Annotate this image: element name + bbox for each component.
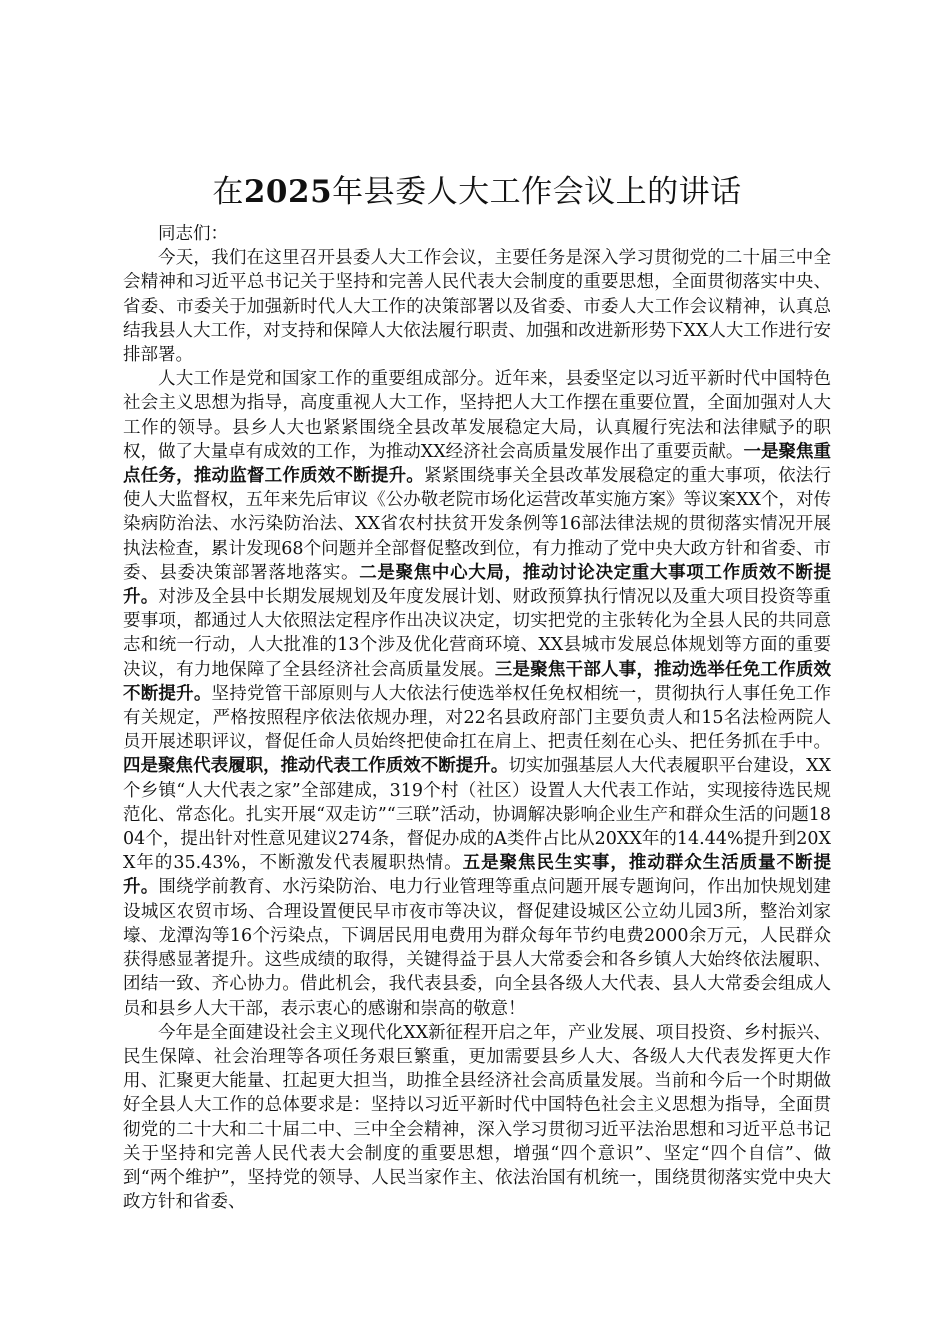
document-page <box>123 170 831 1214</box>
achievements-intro: 人大工作是党和国家工作的重要组成部分。近年来，县委坚定以习近平新时代中国特色社会主义思想为指导，高度重视人大工作，坚持把人大工作摆在重要位置，全面加强对人大工作的领导。县乡人大也紧紧围绕全县改革发展稳定大局，认真履行宪法和法律赋予的职权，做了大量卓有成效的工作，为推动XX经济社会高质量发展作出了重要贡献。 <box>123 369 831 462</box>
point-1-heading: 一是聚焦重点任务，推动监督工作质效不断提升。 <box>123 441 831 487</box>
title-year: 2025 <box>243 174 333 210</box>
title-prefix: 在 <box>212 174 244 210</box>
point-2-heading: 二是聚焦中心大局，推动讨论决定重大事项工作质效不断提升。 <box>123 562 832 608</box>
point-2-text: 对涉及全县中长期发展规划及年度发展计划、财政预算执行情况以及重大项目投资等重要事项，都通过人大依照法定程序作出决议决定，切实把党的主张转化为全县人民的共同意志和统一行动，人大批准的13个涉及优化营商环境、XX县城市发展总体规划等方面的重要决议，有力地保障了全县经济社会高质量发展。 <box>123 587 832 680</box>
point-3-text: 坚持党管干部原则与人大依法行使选举权任免权相统一，贯彻执行人事任免工作有关规定，严格按照程序依法依规办理，对22名县政府部门主要负责人和15名法检两院人员开展述职评议，督促任命人员始终把使命扛在肩上、把责任刻在心头、把任务抓在手中。 <box>123 683 832 753</box>
point-5-text: 围绕学前教育、水污染防治、电力行业管理等重点问题开展专题询问，作出加快规划建设城区农贸市场、合理设置便民早市夜市等决议，督促建设城区公立幼儿园3所，整治刘家壕、龙潭沟等16个污染点，下调居民用电费用为群众每年节约电费2000余万元，人民群众获得感显著提升。这些成绩的取得，关键得益于县人大常委会和各乡镇人大始终依法履职、团结一致、齐心协力。借此机会，我代表县委，向全县各级人大代表、县人大常委会组成人员和县乡人大干部，表示衷心的感谢和崇高的敬意！ <box>123 877 832 1019</box>
paragraph-opening: 今天，我们在这里召开县委人大工作会议，主要任务是深入学习贯彻党的二十届三中全会精神和习近平总书记关于坚持和完善人民代表大会制度的重要思想，全面贯彻落实中央、省委、市委关于加强新时代人大工作的决策部署以及省委、市委人大工作会议精神，认真总结我县人大工作，对支持和保障人大依法履行职责、加强和改进新形势下XX人大工作进行安排部署。 <box>123 248 831 366</box>
point-4-text: 切实加强基层人大代表履职平台建设，XX个乡镇“人大代表之家”全部建成，319个村（社区）设置人大代表工作站，实现接待选民规范化、常态化。扎实开展“双走访”“三联”活动，协调解决影响企业生产和群众生活的问题1804个，提出针对性意见建议274条，督促办成的A类件占比从20XX年的14.44%提升到20XX年的35.43%，不断激发代表履职热情。 <box>123 756 831 874</box>
point-1-text: 紧紧围绕事关全县改革发展稳定的重大事项，依法行使人大监督权，五年来先后审议《公办敬老院市场化运营改革实施方案》等议案XX个，对传染病防治法、水污染防治法、XX省农村扶贫开发条例等16部法律法规的贯彻落实情况开展执法检查，累计发现68个问题并全部督促整改到位，有力推动了党中央大政方针和省委、市委、县委决策部署落地落实。 <box>123 466 832 583</box>
point-5-heading: 五是聚焦民生实事，推动群众生活质量不断提升。 <box>123 853 832 898</box>
salutation: 同志们： <box>158 224 228 244</box>
point-3-heading: 三是聚焦干部人事，推动选举任免工作质效不断提升。 <box>123 659 832 704</box>
paragraph-achievements <box>123 367 831 1020</box>
title-suffix: 年县委人大工作会议上的讲话 <box>332 174 742 210</box>
document-title <box>123 170 831 214</box>
paragraph-requirements: 今年是全面建设社会主义现代化XX新征程开启之年，产业发展、项目投资、乡村振兴、民生保障、社会治理等各项任务艰巨繁重，更加需要县乡人大、各级人大代表发挥更大作用、汇聚更大能量、扛起更大担当，助推全县经济社会高质量发展。当前和今后一个时期做好全县人大工作的总体要求是：坚持以习近平新时代中国特色社会主义思想为指导，全面贯彻党的二十大和二十届二中、三中全会精神，深入学习贯彻习近平法治思想和习近平总书记关于坚持和完善人民代表大会制度的重要思想，增强“四个意识”、坚定“四个自信”、做到“两个维护”，坚持党的领导、人民当家作主、依法治国有机统一，围绕贯彻落实党中央大政方针和省委、 <box>123 1022 831 1213</box>
point-4-heading: 四是聚焦代表履职，推动代表工作质效不断提升。 <box>123 756 509 777</box>
